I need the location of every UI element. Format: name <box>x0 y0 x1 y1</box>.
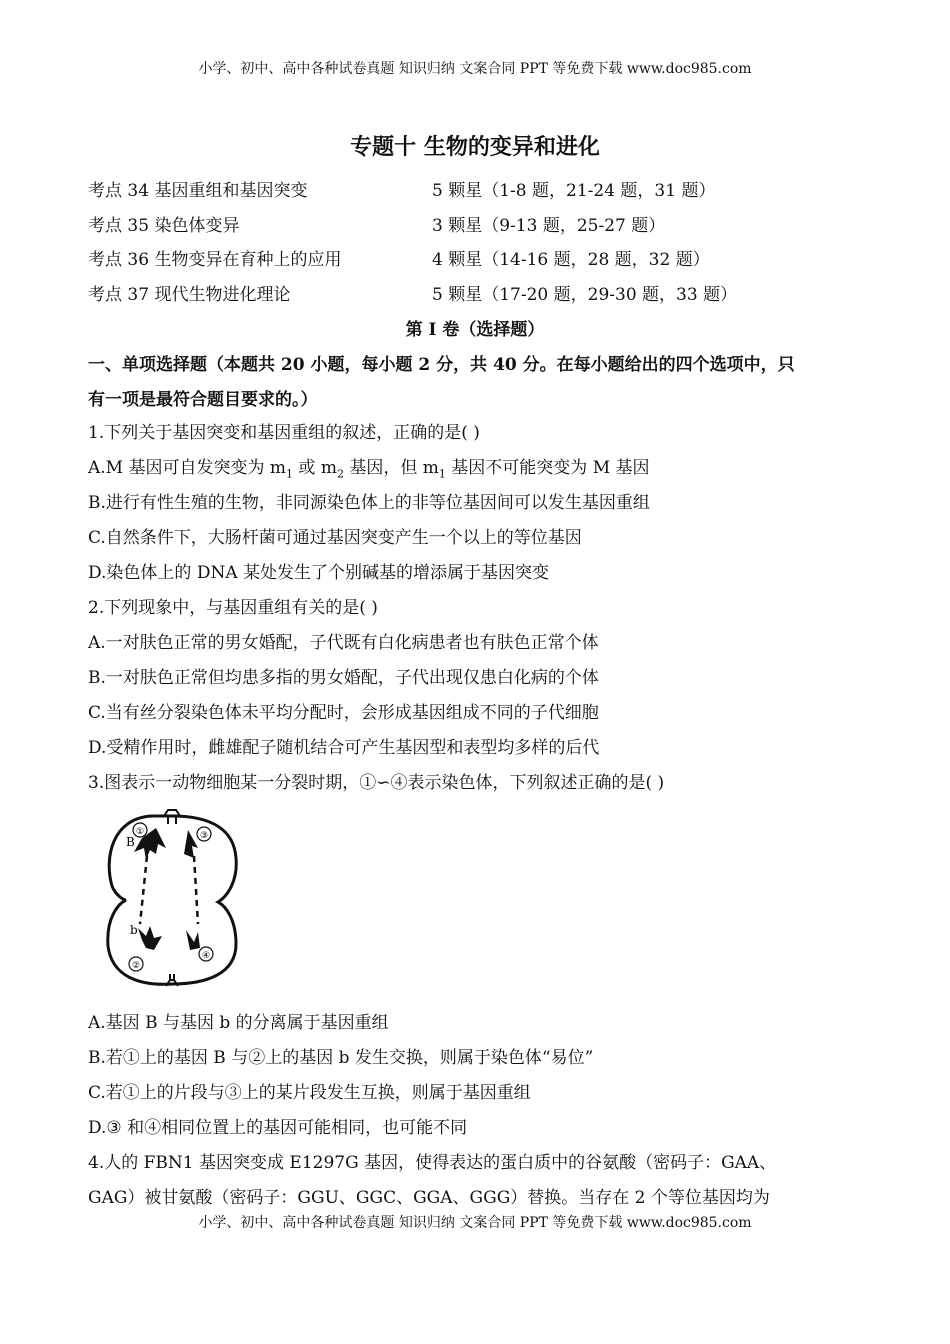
label-gene-B: B <box>126 835 135 849</box>
kaodian-name: 考点 34 基因重组和基因突变 <box>88 181 308 201</box>
instructions-line-2: 有一项是最符合题目要求的。） <box>88 390 318 410</box>
kaodian-info: 4 颗星（14-16 题，28 题，32 题） <box>432 250 710 270</box>
kaodian-name: 考点 37 现代生物进化理论 <box>88 285 291 305</box>
q4-line-2: GAG）被甘氨酸（密码子：GGU、GGC、GGA、GGG）替换。当存在 2 个等位基因均为 <box>88 1188 770 1208</box>
q4-line-1: 4.人的 FBN1 基因突变成 E1297G 基因，使得表达的蛋白质中的谷氨酸（密码子：GAA、 <box>88 1153 777 1173</box>
q1-stem: 1.下列关于基因突变和基因重组的叙述，正确的是( ) <box>88 423 480 443</box>
page-title: 专题十 生物的变异和进化 <box>350 135 600 160</box>
kaodian-name: 考点 36 生物变异在育种上的应用 <box>88 250 342 270</box>
chromosome-4 <box>186 930 200 950</box>
label-chromosome-1: ① <box>135 827 145 837</box>
kaodian-name: 考点 35 染色体变异 <box>88 216 240 236</box>
label-gene-b: b <box>130 923 138 937</box>
q3-option-b: B.若①上的基因 B 与②上的基因 b 发生交换，则属于染色体“易位” <box>88 1048 594 1068</box>
q2-stem: 2.下列现象中，与基因重组有关的是( ) <box>88 598 378 618</box>
instructions-line-1: 一、单项选择题（本题共 20 小题，每小题 2 分，共 40 分。在每小题给出的四个选项中，只 <box>88 355 795 375</box>
kaodian-row <box>88 280 737 305</box>
q2-option-d: D.受精作用时，雌雄配子随机结合可产生基因型和表型均多样的后代 <box>88 738 600 758</box>
q3-stem: 3.图表示一动物细胞某一分裂时期，①∽④表示染色体，下列叙述正确的是( ) <box>88 773 665 793</box>
q1-option-b: B.进行有性生殖的生物，非同源染色体上的非等位基因间可以发生基因重组 <box>88 493 650 513</box>
label-chromosome-3: ③ <box>199 831 209 841</box>
section-title: 第 I 卷（选择题） <box>405 320 545 340</box>
chromosome-2 <box>138 926 162 950</box>
q3-option-c: C.若①上的片段与③上的某片段发生互换，则属于基因重组 <box>88 1083 531 1103</box>
kaodian-info: 5 颗星（17-20 题，29-30 题，33 题） <box>432 285 738 305</box>
kaodian-row <box>88 245 710 270</box>
q2-option-a: A.一对肤色正常的男女婚配，子代既有白化病患者也有肤色正常个体 <box>88 633 599 653</box>
q2-option-c: C.当有丝分裂染色体未平均分配时，会形成基因组成不同的子代细胞 <box>88 703 599 723</box>
kaodian-info: 3 颗星（9-13 题，25-27 题） <box>432 216 666 236</box>
kaodian-row <box>88 211 665 236</box>
page-header: 小学、初中、高中各种试卷真题 知识归纳 文案合同 PPT 等免费下载 www.doc985.com <box>198 61 752 77</box>
cell-division-figure <box>102 808 242 990</box>
kaodian-row <box>88 176 715 201</box>
chromosome-3 <box>184 830 198 858</box>
q1-option-c: C.自然条件下，大肠杆菌可通过基因突变产生一个以上的等位基因 <box>88 528 582 548</box>
label-chromosome-2: ② <box>131 961 141 971</box>
q1-option-a: A.M 基因可自发突变为 $m_1$ 或 $m_2$ 基因，但 $m_1$ 基因不可能突变为 M 基因 <box>88 458 650 481</box>
page-footer: 小学、初中、高中各种试卷真题 知识归纳 文案合同 PPT 等免费下载 www.doc985.com <box>198 1215 752 1231</box>
kaodian-info: 5 颗星（1-8 题，21-24 题，31 题） <box>432 181 716 201</box>
q1-option-d: D.染色体上的 DNA 某处发生了个别碱基的增添属于基因突变 <box>88 563 550 583</box>
q3-option-a: A.基因 B 与基因 b 的分离属于基因重组 <box>88 1013 389 1033</box>
q3-option-d: D.③ 和④相同位置上的基因可能相同，也可能不同 <box>88 1118 468 1138</box>
label-chromosome-4: ④ <box>201 951 211 961</box>
q2-option-b: B.一对肤色正常但均患多指的男女婚配，子代出现仅患白化病的个体 <box>88 668 599 688</box>
